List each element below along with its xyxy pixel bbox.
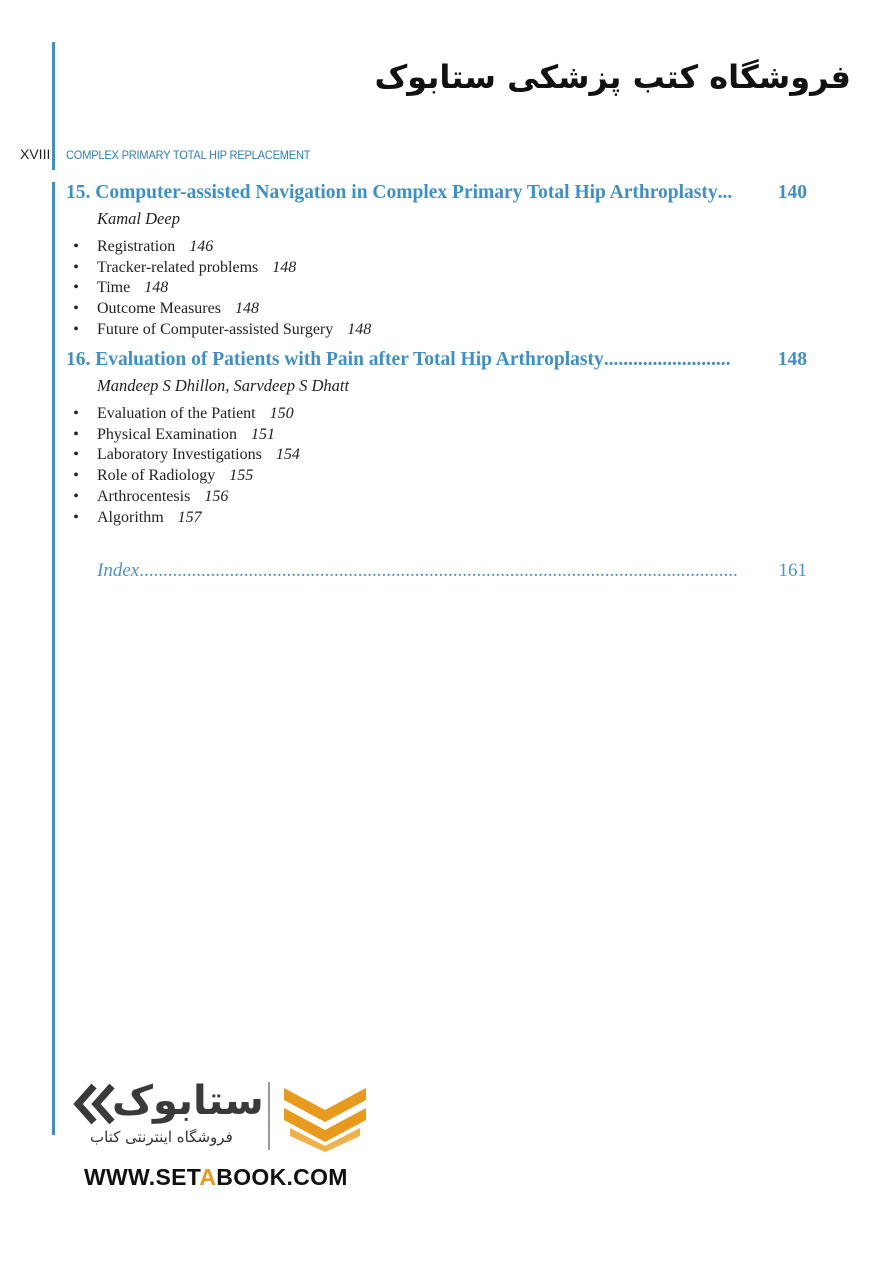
- chapter-title-line[interactable]: [66, 182, 807, 204]
- topic-item: [97, 278, 807, 299]
- toc-index-line[interactable]: [97, 560, 807, 582]
- dot-leader: ...: [717, 182, 733, 203]
- chapter-author: Kamal Deep: [97, 209, 180, 228]
- chapter-title: 15. Computer-assisted Navigation in Complex Primary Total Hip Arthroplasty: [66, 182, 718, 203]
- topic-item: [97, 299, 807, 320]
- chapter-page: 148: [777, 349, 807, 370]
- dot-leader: ..........................: [603, 349, 731, 370]
- url-part: WWW.SET: [84, 1164, 200, 1190]
- chapter-title: 16. Evaluation of Patients with Pain after Total Hip Arthroplasty: [66, 349, 604, 370]
- topic-page: 148: [234, 300, 259, 318]
- index-page: 161: [778, 560, 807, 581]
- topic-page: 150: [269, 405, 294, 422]
- topic-label: Physical Examination: [97, 425, 237, 443]
- topic-label: Future of Computer-assisted Surgery: [97, 320, 334, 338]
- url-part: BOOK.COM: [216, 1164, 348, 1190]
- topic-page: 148: [347, 320, 372, 338]
- index-label: Index: [97, 560, 140, 581]
- setabook-logo: [72, 1078, 372, 1198]
- topic-item: [97, 445, 807, 466]
- topic-item: [97, 508, 807, 529]
- toc-chapter-15: [66, 182, 807, 341]
- topic-list: [66, 237, 807, 341]
- logo-brand-text: ستابوک: [112, 1078, 264, 1124]
- topic-page: 146: [189, 238, 214, 255]
- margin-rule-top: [52, 42, 55, 170]
- toc-chapter-16: [66, 349, 807, 528]
- topic-label: Laboratory Investigations: [97, 446, 262, 464]
- logo-divider: [268, 1082, 270, 1150]
- topic-page: 151: [250, 425, 275, 443]
- chapter-page: 140: [777, 182, 807, 203]
- topic-label: Time: [97, 279, 131, 297]
- topic-item: [97, 487, 807, 508]
- margin-rule-bottom: [52, 182, 55, 1135]
- book-chevron-icon: [282, 1080, 368, 1152]
- topic-page: 156: [204, 487, 229, 505]
- topic-item: [97, 237, 807, 258]
- topic-page: 148: [144, 279, 169, 297]
- topic-label: Evaluation of the Patient: [97, 405, 256, 422]
- topic-item: [97, 466, 807, 487]
- topic-item: [97, 258, 807, 279]
- url-accent: A: [199, 1164, 217, 1190]
- store-banner: فروشگاه کتب پزشکی ستابوک: [374, 58, 851, 96]
- topic-page: 155: [229, 467, 254, 485]
- topic-label: Registration: [97, 238, 176, 255]
- chapter-title-line[interactable]: [66, 349, 807, 371]
- topic-item: [97, 320, 807, 341]
- topic-label: Arthrocentesis: [97, 487, 191, 505]
- page-folio: XVIII: [20, 146, 51, 162]
- running-head: COMPLEX PRIMARY TOTAL HIP REPLACEMENT: [66, 148, 311, 162]
- topic-label: Outcome Measures: [97, 300, 221, 318]
- topic-label: Algorithm: [97, 508, 164, 526]
- chapter-author: Mandeep S Dhillon, Sarvdeep S Dhatt: [97, 376, 350, 395]
- topic-item: [97, 404, 807, 425]
- topic-page: 148: [272, 258, 297, 276]
- topic-item: [97, 425, 807, 446]
- topic-label: Tracker-related problems: [97, 258, 259, 276]
- topic-page: 154: [275, 446, 300, 464]
- logo-tagline: فروشگاه اینترنتی کتاب: [90, 1128, 233, 1146]
- logo-website-url[interactable]: [84, 1164, 348, 1191]
- topic-list: [66, 404, 807, 528]
- dot-leader: ..............................................................................................................................: [139, 560, 738, 581]
- topic-label: Role of Radiology: [97, 467, 216, 485]
- topic-page: 157: [177, 508, 202, 526]
